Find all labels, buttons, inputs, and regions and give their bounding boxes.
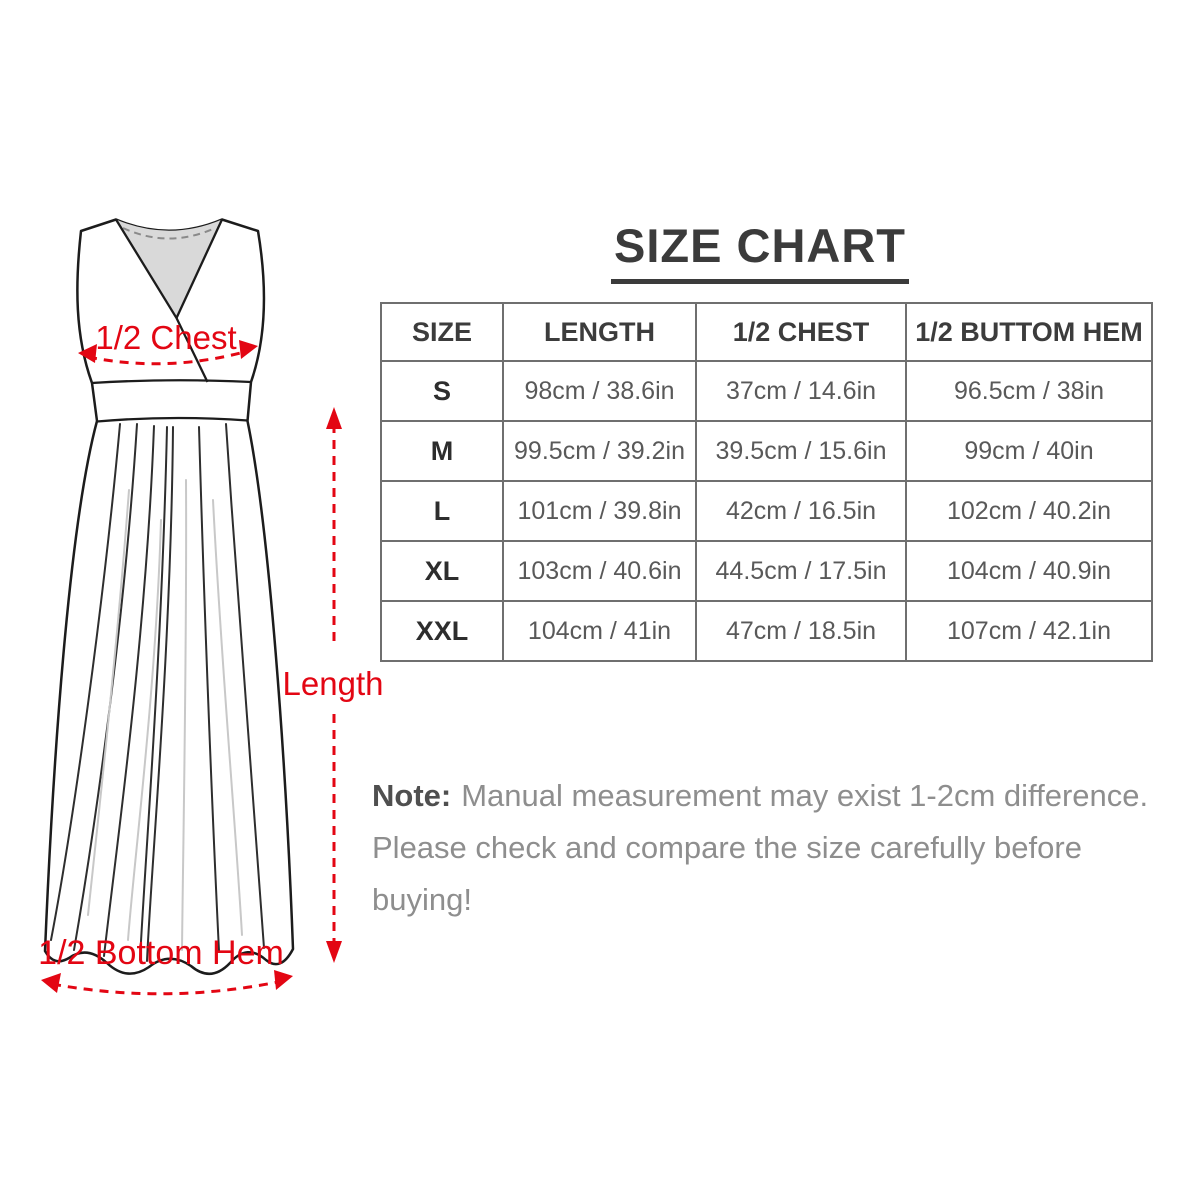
note-label: Note:: [372, 778, 452, 813]
length-arrowhead-up: [326, 407, 342, 429]
size-cell: S: [381, 361, 503, 421]
size-cell: L: [381, 481, 503, 541]
chest-cell: 44.5cm / 17.5in: [696, 541, 906, 601]
col-header-length: LENGTH: [503, 303, 696, 361]
hem-arrowhead-right: [274, 970, 293, 990]
length-measure-label: Length: [282, 665, 384, 702]
chest-cell: 47cm / 18.5in: [696, 601, 906, 661]
bottom-hem-measure-label: 1/2 Bottom Hem: [38, 934, 284, 972]
length-cell: 98cm / 38.6in: [503, 361, 696, 421]
bottom-hem-cell: 102cm / 40.2in: [906, 481, 1152, 541]
length-cell: 104cm / 41in: [503, 601, 696, 661]
table-row: [381, 541, 1152, 601]
size-cell: XXL: [381, 601, 503, 661]
col-header-chest: 1/2 CHEST: [696, 303, 906, 361]
length-cell: 103cm / 40.6in: [503, 541, 696, 601]
length-cell: 101cm / 39.8in: [503, 481, 696, 541]
chest-cell: 37cm / 14.6in: [696, 361, 906, 421]
table-row: [381, 421, 1152, 481]
length-arrowhead-down: [326, 941, 342, 963]
page-title: SIZE CHART: [611, 218, 909, 284]
size-cell: XL: [381, 541, 503, 601]
bottom-hem-arrow-line: [52, 981, 283, 994]
col-header-size: SIZE: [381, 303, 503, 361]
note-text-2: Please check and compare the size carefully before buying!: [372, 830, 1082, 917]
bottom-hem-cell: 99cm / 40in: [906, 421, 1152, 481]
chest-measure-label: 1/2 Chest: [95, 319, 237, 356]
size-cell: M: [381, 421, 503, 481]
bottom-hem-cell: 107cm / 42.1in: [906, 601, 1152, 661]
note-text-1: Manual measurement may exist 1-2cm difference.: [461, 778, 1149, 813]
chest-cell: 39.5cm / 15.6in: [696, 421, 906, 481]
length-cell: 99.5cm / 39.2in: [503, 421, 696, 481]
table-row: [381, 361, 1152, 421]
bottom-hem-cell: 104cm / 40.9in: [906, 541, 1152, 601]
size-table: [380, 302, 1153, 662]
table-header-row: [381, 303, 1152, 361]
table-row: [381, 481, 1152, 541]
chest-cell: 42cm / 16.5in: [696, 481, 906, 541]
note-line-1: [372, 770, 1172, 822]
table-row: [381, 601, 1152, 661]
bottom-hem-cell: 96.5cm / 38in: [906, 361, 1152, 421]
hem-arrowhead-left: [41, 973, 61, 993]
note: [372, 770, 1172, 926]
col-header-bottom-hem: 1/2 BUTTOM HEM: [906, 303, 1152, 361]
